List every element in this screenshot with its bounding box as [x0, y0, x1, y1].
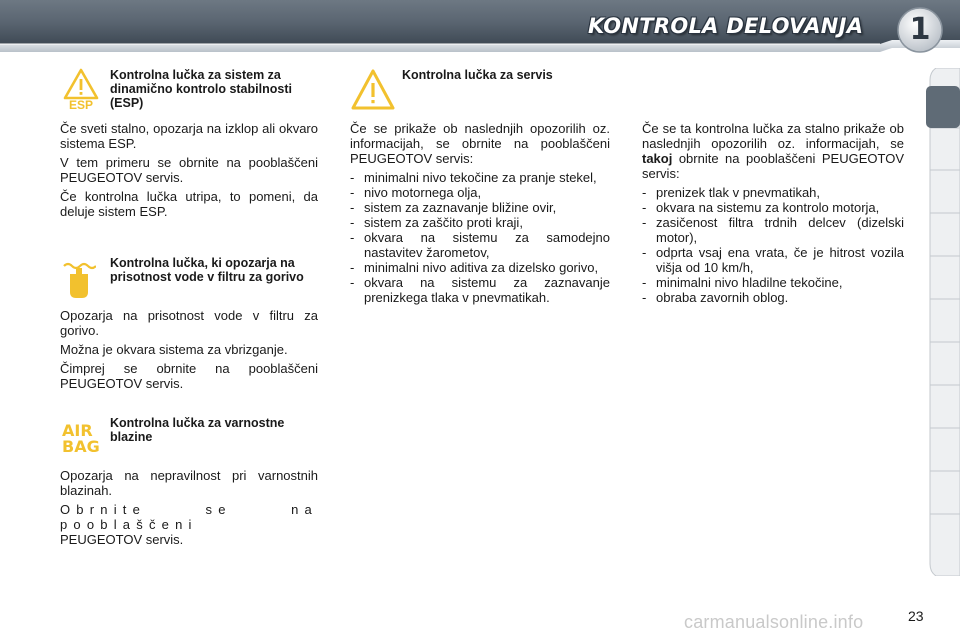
list-item: - nivo motornega olja, — [350, 185, 610, 200]
service-continued-body — [642, 121, 904, 305]
list-item: - minimalni nivo tekočine za pranje stekel, — [350, 170, 610, 185]
list-item: - okvara na sistemu za samodejno nastavitev žarometov, — [350, 230, 610, 260]
water-paragraph-2: Možna je okvara sistema za vbrizganje. — [60, 342, 288, 357]
chapter-tabs — [926, 68, 960, 576]
page-title: KONTROLA DELOVANJA — [588, 14, 864, 38]
water-in-fuel-filter-icon — [62, 256, 96, 300]
list-item: - minimalni nivo aditiva za dizelsko gorivo, — [350, 260, 610, 275]
list-item: - okvara na sistemu za zaznavanje prenizkega tlaka v pnevmatikah. — [350, 275, 610, 305]
airbag-body — [60, 468, 318, 547]
list-item: - sistem za zaščito proti kraji, — [350, 215, 610, 230]
airbag-icon-line-1: AIR — [62, 421, 93, 440]
service-continued-intro-b: obrnite na pooblaščeni PEUGEOTOV servis: — [642, 151, 904, 181]
service-intro: Če se prikaže ob naslednjih opozorilih oz. informacijah, se obrnite na pooblaščeni PEUGEOTOV servis: — [350, 121, 610, 166]
service-continued-list — [642, 185, 904, 305]
esp-warning-icon — [62, 68, 100, 110]
header-banner — [0, 0, 960, 56]
airbag-heading: Kontrolna lučka za varnostne blazine — [110, 416, 285, 444]
watermark: carmanualsonline.info — [684, 612, 864, 632]
service-warning-triangle-icon — [350, 68, 396, 112]
esp-icon-label: ESP — [68, 98, 94, 110]
list-item: - sistem za zaznavanje bližine ovir, — [350, 200, 610, 215]
airbag-paragraph-1: Opozarja na nepravilnost pri varnostnih blazinah. — [60, 468, 318, 498]
airbag-icon-line-2: BAG — [62, 437, 100, 456]
tab-chapter-1[interactable] — [926, 86, 960, 128]
esp-paragraph-1: Če sveti stalno, opozarja na izklop ali okvaro sistema ESP. — [60, 121, 318, 151]
service-continued-intro-a: Če se ta kontrolna lučka za stalno prikaže ob naslednjih opozorilih oz. informacijah, se — [642, 121, 904, 151]
emphasis-immediately: takoj — [642, 151, 673, 166]
list-item: - odprta vsaj ena vrata, če je hitrost vozila višja od 10 km/h, — [642, 245, 904, 275]
page-number: 23 — [908, 608, 924, 624]
water-paragraph-1: Opozarja na prisotnost vode v filtru za gorivo. — [60, 308, 318, 338]
airbag-paragraph-2 — [60, 502, 318, 547]
service-heading: Kontrolna lučka za servis — [402, 68, 553, 82]
esp-paragraph-3: Če kontrolna lučka utripa, to pomeni, da deluje sistem ESP. — [60, 189, 318, 219]
chapter-number: 1 — [909, 12, 931, 47]
airbag-paragraph-2a: Obrnite se na pooblaščeni — [60, 502, 318, 532]
service-continued-intro — [642, 121, 904, 181]
airbag-icon — [62, 423, 102, 455]
list-item: - minimalni nivo hladilne tekočine, — [642, 275, 904, 290]
list-item: - okvara na sistemu za kontrolo motorja, — [642, 200, 904, 215]
water-heading: Kontrolna lučka, ki opozarja na prisotnost vode v filtru za gorivo — [110, 256, 304, 284]
water-body — [60, 308, 318, 395]
service-list — [350, 170, 610, 305]
service-body — [350, 121, 610, 305]
esp-paragraph-2: V tem primeru se obrnite na pooblaščeni PEUGEOTOV servis. — [60, 155, 318, 185]
list-item: - zasičenost filtra trdnih delcev (dizelski motor), — [642, 215, 904, 245]
water-paragraph-3: Čimprej se obrnite na pooblaščeni PEUGEOTOV servis. — [60, 361, 318, 391]
esp-heading: Kontrolna lučka za sistem za dinamično kontrolo stabilnosti (ESP) — [110, 68, 292, 110]
list-item: - obraba zavornih oblog. — [642, 290, 904, 305]
airbag-paragraph-2b: PEUGEOTOV servis. — [60, 532, 184, 547]
list-item: - prenizek tlak v pnevmatikah, — [642, 185, 904, 200]
esp-body — [60, 121, 318, 223]
